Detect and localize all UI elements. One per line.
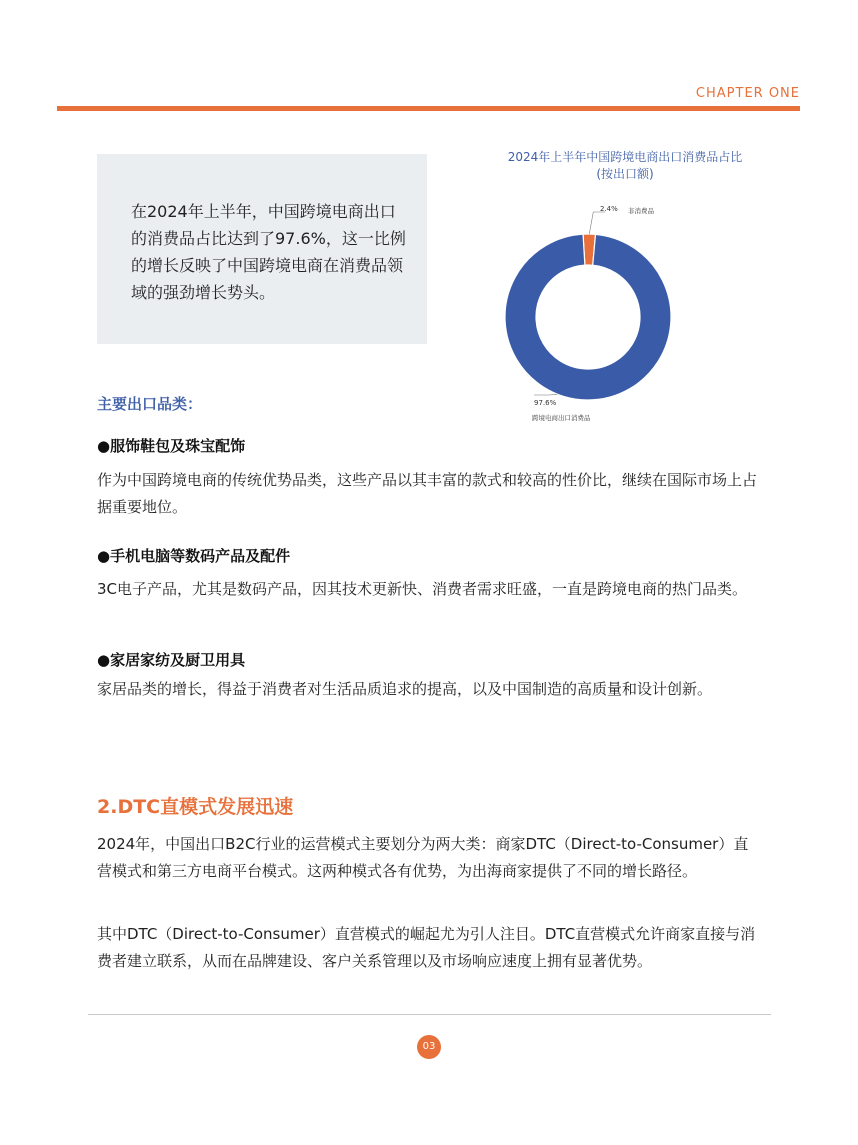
chart-title: 2024年上半年中国跨境电商出口消费品占比 [507, 150, 743, 164]
chapter-label: CHAPTER ONE [695, 86, 800, 101]
footer-divider [88, 1014, 771, 1015]
leader-line-non-consumer [589, 212, 605, 234]
category-title-apparel: ●服饰鞋包及珠宝配饰 [97, 437, 246, 455]
label-name-non-consumer: 非消费品 [628, 207, 654, 215]
section-paragraph: 其中DTC（Direct-to-Consumer）直营模式的崛起尤为引人注目。DTC直营模式允许商家直接与消费者建立联系，从而在品牌建设、客户关系管理以及市场响应速度上拥有显著优势。 [97, 925, 756, 970]
category-title-digital: ●手机电脑等数码产品及配件 [97, 547, 291, 565]
section-paragraph: 2024年，中国出口B2C行业的运营模式主要划分为两大类：商家DTC（Direct-to-Consumer）直营模式和第三方电商平台模式。这两种模式各有优势，为出海商家提供了不同的增长路径。 [97, 835, 749, 880]
section-heading: 2.DTC直模式发展迅速 [97, 796, 294, 818]
callout-text: 在2024年上半年，中国跨境电商出口的消费品占比达到了97.6%，这一比例的增长反映了中国跨境电商在消费品领域的强劲增长势头。 [131, 202, 406, 302]
label-value-consumer: 97.6% [534, 399, 557, 407]
category-desc-digital: 3C电子产品，尤其是数码产品，因其技术更新快、消费者需求旺盛，一直是跨境电商的热门品类。 [97, 580, 748, 598]
label-name-consumer: 跨境电商出口消费品 [532, 414, 591, 422]
chart-title-block [470, 149, 780, 183]
categories-heading: 主要出口品类： [97, 395, 203, 413]
chart-subtitle: (按出口额) [596, 167, 654, 181]
callout-box [97, 154, 427, 344]
label-value-non-consumer: 2.4% [600, 205, 618, 213]
header-divider [57, 106, 800, 111]
donut-chart [500, 195, 680, 425]
leader-line-consumer [534, 394, 557, 395]
category-desc-home: 家居品类的增长，得益于消费者对生活品质追求的提高，以及中国制造的高质量和设计创新。 [97, 680, 713, 698]
category-desc-apparel: 作为中国跨境电商的传统优势品类，这些产品以其丰富的款式和较高的性价比，继续在国际市场上占据重要地位。 [97, 471, 758, 516]
category-title-home: ●家居家纺及厨卫用具 [97, 651, 246, 669]
page-number: 03 [417, 1035, 441, 1059]
